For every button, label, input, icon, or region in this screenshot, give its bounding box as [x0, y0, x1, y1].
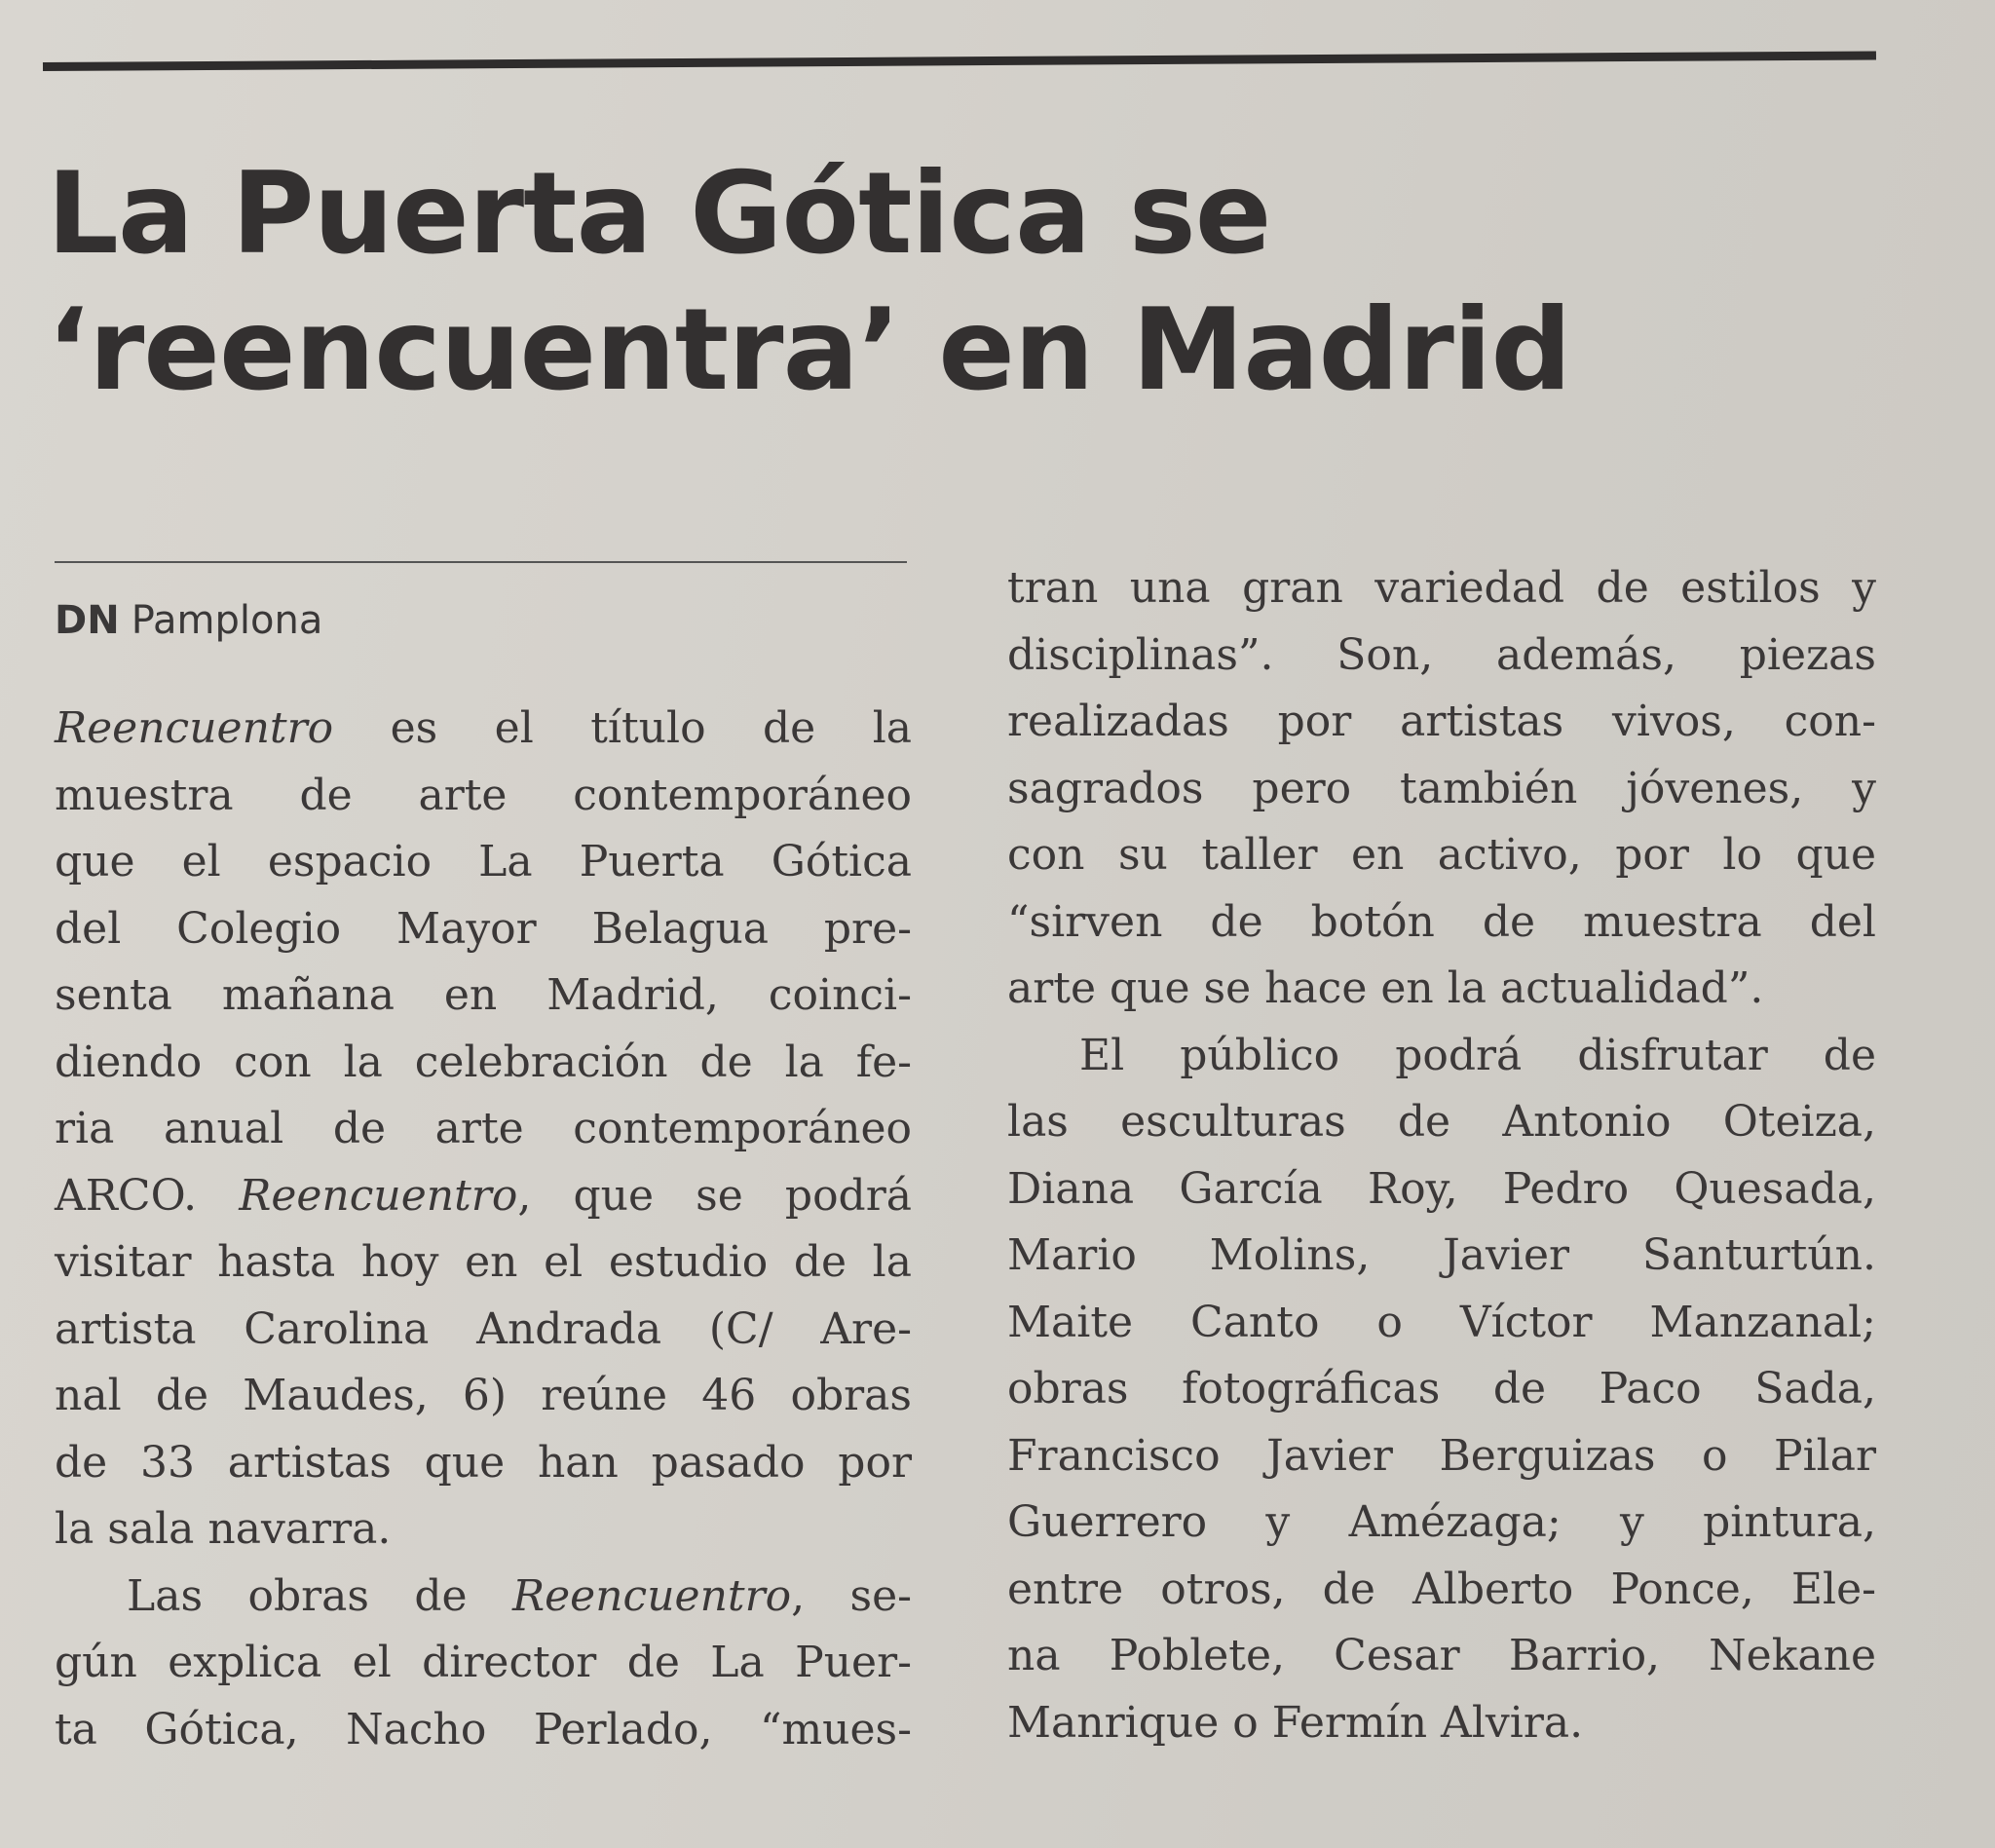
body-line: ria anual de arte contemporáneo: [55, 1104, 912, 1153]
body-line: Las obras de Reencuentro, se-: [127, 1570, 912, 1621]
body-line: entre otros, de Alberto Ponce, Ele-: [1007, 1564, 1876, 1614]
body-line: con su taller en activo, por lo que: [1007, 830, 1876, 880]
body-line: diendo con la celebración de la fe-: [55, 1037, 912, 1087]
body-line: las esculturas de Antonio Oteiza,: [1007, 1097, 1876, 1147]
article-column-2: [1007, 555, 1876, 1756]
article-column-1: [55, 696, 912, 1763]
body-line: gún explica el director de La Puer-: [55, 1638, 912, 1687]
body-line: la sala navarra.: [55, 1504, 392, 1554]
headline-line-1: La Puerta Gótica se: [47, 148, 1271, 280]
body-line: Francisco Javier Berguizas o Pilar: [1007, 1430, 1876, 1481]
body-line: Reencuentro es el título de la: [55, 703, 912, 753]
body-line: que el espacio La Puerta Gótica: [55, 837, 912, 886]
body-line: muestra de arte contemporáneo: [55, 770, 912, 820]
body-line: arte que se hace en la actualidad”.: [1007, 963, 1764, 1013]
body-line: na Poblete, Cesar Barrio, Nekane: [1007, 1631, 1876, 1680]
byline: [55, 596, 322, 645]
body-line: ARCO. Reencuentro, que se podrá: [55, 1170, 912, 1221]
body-line: Maite Canto o Víctor Manzanal;: [1007, 1297, 1876, 1347]
body-line: senta mañana en Madrid, coinci-: [55, 970, 912, 1020]
body-line: de 33 artistas que han pasado por: [55, 1437, 912, 1488]
headline-line-2: ‘reencuentra’ en Madrid: [47, 284, 1571, 416]
body-line: obras fotográficas de Paco Sada,: [1007, 1364, 1876, 1414]
byline-rule: [55, 561, 907, 563]
body-line: Diana García Roy, Pedro Quesada,: [1007, 1163, 1876, 1214]
body-line: El público podrá disfrutar de: [1079, 1030, 1876, 1080]
body-line: del Colegio Mayor Belagua pre-: [55, 903, 912, 954]
body-line: tran una gran variedad de estilos y: [1007, 563, 1876, 613]
headline: [47, 146, 1800, 419]
body-line: “sirven de botón de muestra del: [1007, 896, 1876, 947]
body-line: disciplinas”. Son, además, piezas: [1007, 629, 1876, 680]
body-line: visitar hasta hoy en el estudio de la: [55, 1237, 912, 1287]
body-line: nal de Maudes, 6) reúne 46 obras: [55, 1371, 912, 1420]
body-line: Mario Molins, Javier Santurtún.: [1007, 1230, 1876, 1280]
body-line: artista Carolina Andrada (C/ Are-: [55, 1303, 912, 1354]
byline-location: Pamplona: [131, 598, 323, 643]
body-line: ta Gótica, Nacho Perlado, “mues-: [55, 1704, 912, 1754]
body-line: Manrique o Fermín Alvira.: [1007, 1697, 1584, 1748]
body-line: Guerrero y Amézaga; y pintura,: [1007, 1497, 1876, 1547]
byline-source: DN: [55, 598, 120, 643]
body-line: realizadas por artistas vivos, con-: [1007, 697, 1876, 746]
body-line: sagrados pero también jóvenes, y: [1007, 763, 1876, 813]
